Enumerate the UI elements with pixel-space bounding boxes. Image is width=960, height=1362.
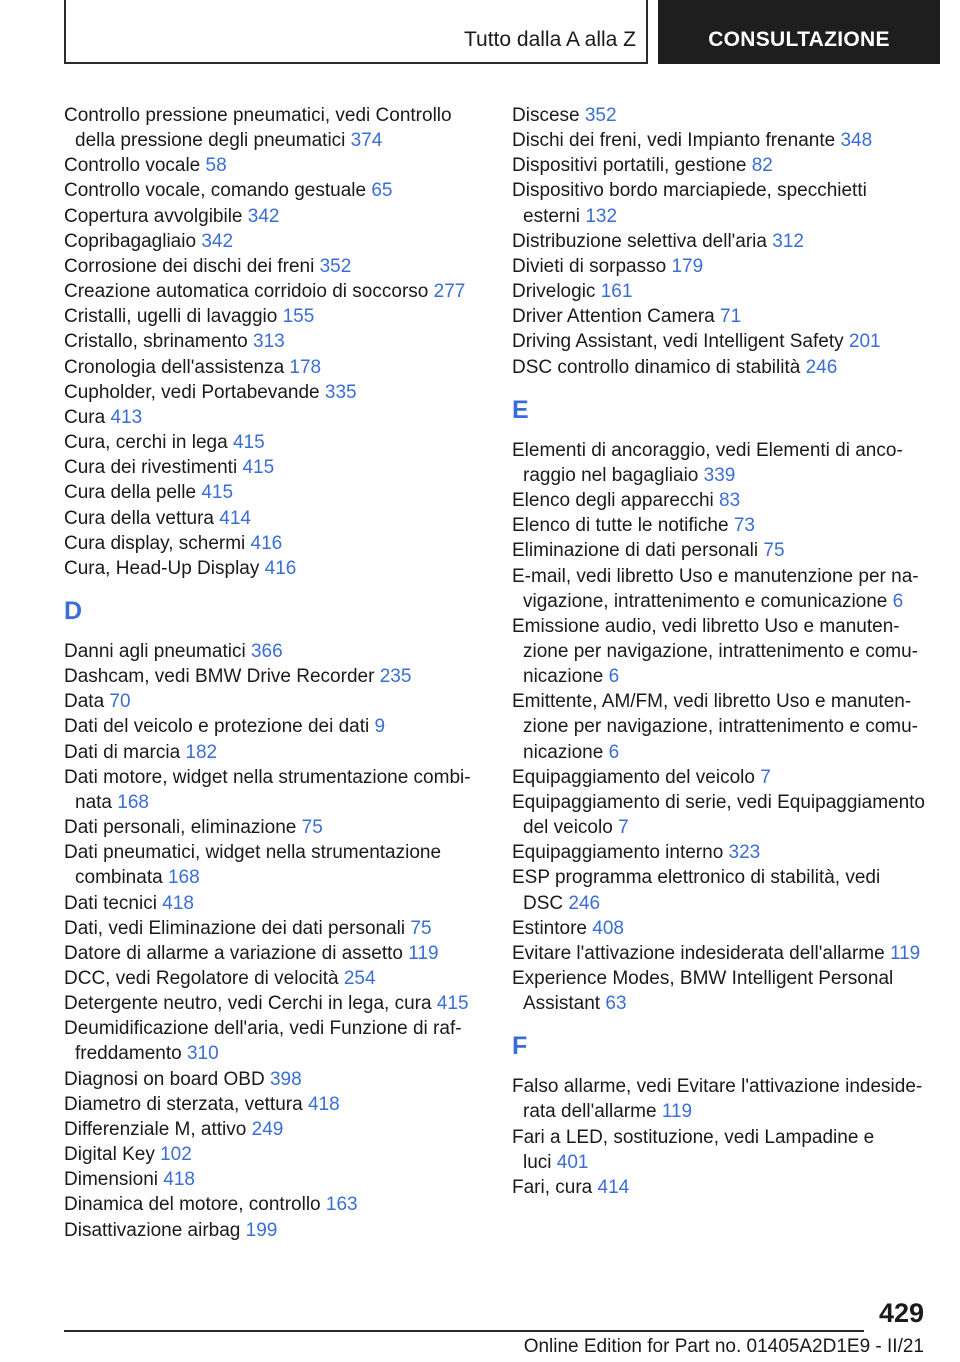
index-entry-text: Dispositivi portatili, gestione [512,155,752,177]
index-page-link[interactable]: 418 [162,892,194,914]
index-entry-text: Equipaggiamento del veicolo [512,766,761,788]
index-letter-heading: F [512,1032,528,1061]
index-page-link[interactable]: 416 [264,557,297,579]
index-entry [64,329,484,354]
index-page-link[interactable]: 161 [600,281,633,303]
index-entry-text: Cura, Head-Up Display [64,557,265,579]
index-page-link[interactable]: 398 [269,1068,302,1090]
index-entry-text: Emissione audio, vedi libretto Uso e manuten- zione per navigazione, intrattenimento e comu- nicazione [512,615,919,688]
index-page-link[interactable]: 246 [568,892,601,914]
index-entry-text: Copribagagliaio [64,230,202,252]
index-page-link[interactable]: 339 [703,464,736,486]
index-entry [64,765,484,815]
index-page-link[interactable]: 415 [436,993,469,1015]
index-entry-text: Equipaggiamento di serie, vedi Equipaggiamento del veicolo [512,791,925,839]
index-entry-text: Copertura avvolgibile [64,205,248,227]
index-entry [512,229,932,254]
index-page-link[interactable]: 414 [597,1176,630,1198]
index-page-link[interactable]: 83 [719,490,741,512]
index-entry-text: Data [64,691,110,713]
index-entry [64,740,484,765]
index-entry [64,1016,484,1066]
index-page-link[interactable]: 7 [760,766,771,788]
index-entry [64,991,484,1016]
index-entry-text: Dati personali, eliminazione [64,817,302,839]
index-page-link[interactable]: 348 [840,130,873,152]
index-entry-text: Evitare l'attivazione indesiderata dell'allarme [512,942,890,964]
index-entry [64,279,484,304]
index-entry [64,531,484,556]
index-page-link[interactable]: 6 [892,590,904,612]
index-entry [512,614,932,689]
index-page-link[interactable]: 201 [848,331,881,353]
index-page-link[interactable]: 119 [661,1101,693,1123]
index-entry [64,455,484,480]
index-entry-text: Equipaggiamento interno [512,842,729,864]
index-entry [512,488,932,513]
index-page-link[interactable]: 313 [253,331,285,353]
index-page-link[interactable]: 416 [250,532,283,554]
index-entry-text: Divieti di sorpasso [512,255,672,277]
index-page-link[interactable]: 323 [728,842,761,864]
index-page-link[interactable]: 119 [408,942,439,964]
index-entry-text: Drivelogic [512,281,601,303]
index-entry [64,1192,484,1217]
index-entry [64,304,484,329]
index-entry [512,438,932,488]
index-entry-text: Controllo vocale [64,155,206,177]
index-entry-text: Cura [64,406,111,428]
index-page-link[interactable]: 374 [350,130,383,152]
index-page-link[interactable]: 310 [186,1043,219,1065]
index-entry-text: Cura della pelle [64,482,202,504]
index-entry [64,891,484,916]
index-page-link[interactable]: 335 [324,381,357,403]
index-entry [512,1175,932,1200]
index-entry [64,639,484,664]
index-entry [512,153,932,178]
index-page-link[interactable]: 342 [201,230,234,252]
index-entry [64,178,484,203]
index-page-link[interactable]: 178 [289,356,322,378]
index-entry-text: E-mail, vedi libretto Uso e manutenzione per na- vigazione, intrattenimento e comunicazione [512,565,919,612]
index-entry [64,1218,484,1243]
index-entry [64,1117,484,1142]
index-page-link[interactable]: 163 [325,1194,358,1216]
index-page-link[interactable]: 7 [618,817,629,839]
index-entry [64,355,484,380]
index-entry-text: Dati tecnici [64,892,163,914]
index-page-link[interactable]: 312 [772,230,804,252]
index-entry-text: Dati, vedi Eliminazione dei dati personali [64,917,411,939]
index-entry [512,538,932,563]
index-entry [512,790,932,840]
index-page-link[interactable]: 65 [371,180,393,202]
index-letter-heading: E [512,395,529,424]
index-entry [64,380,484,405]
index-page-link[interactable]: 75 [301,817,323,839]
index-entry-text: Danni agli pneumatici [64,640,251,662]
index-page-link[interactable]: 168 [167,867,200,889]
index-entry-text: Cristalli, ugelli di lavaggio [64,306,283,328]
index-entry-text: ESP programma elettronico di stabilità, vedi DSC [512,867,881,914]
index-entry [512,966,932,1016]
index-page-link[interactable]: 75 [763,540,785,562]
index-entry-text: DCC, vedi Regolatore di velocità [64,968,344,989]
index-entry-text: Disattivazione airbag [64,1219,246,1241]
index-entry [64,689,484,714]
index-entry-text: Cura, cerchi in lega [64,432,233,454]
index-page-link[interactable]: 418 [163,1169,195,1191]
index-entry-text: Datore di allarme a variazione di assetto [64,942,409,964]
index-entry-text: Cura dei rivestimenti [64,457,243,479]
index-entry [64,430,484,455]
index-entry [512,916,932,941]
index-page-link[interactable]: 415 [242,457,275,479]
index-entry-text: Cronologia dell'assistenza [64,356,290,378]
index-entry [64,840,484,890]
index-entry [64,506,484,531]
index-entry [64,815,484,840]
index-page-link[interactable]: 199 [245,1219,278,1241]
index-page-link[interactable]: 342 [247,205,280,227]
index-page-link[interactable]: 179 [671,255,704,277]
index-entry-text: Dimensioni [64,1169,164,1191]
index-entry-text: Distribuzione selettiva dell'aria [512,230,773,252]
index-entry [512,103,932,128]
index-entry [512,941,932,966]
footer-edition: Online Edition for Part no. 01405A2D1E9 - II/21 [523,1336,924,1357]
index-entry [512,128,932,153]
index-page-link[interactable]: 63 [605,993,627,1015]
index-entry-text: Dati di marcia [64,741,186,763]
index-entry-text: Eliminazione di dati personali [512,540,764,562]
index-entry [512,689,932,764]
index-entry-text: Dati motore, widget nella strumentazione combi- nata [64,766,471,813]
index-entry [512,865,932,915]
index-entry-text: Cupholder, vedi Portabevande [64,381,325,403]
index-column-right [512,103,932,1200]
index-entry [512,1074,932,1124]
index-entry-text: Fari, cura [512,1176,598,1198]
index-entry-text: Dashcam, vedi BMW Drive Recorder [64,666,380,688]
index-entry [512,329,932,354]
index-page-link[interactable]: 82 [751,155,773,177]
index-entry-text: Cristallo, sbrinamento [64,331,254,353]
index-page-link[interactable]: 246 [805,356,838,378]
index-page-link[interactable]: 71 [720,306,742,328]
index-page-link[interactable]: 408 [592,917,624,939]
index-entry-text: Fari a LED, sostituzione, vedi Lampadine e luci [512,1126,875,1173]
index-entry [64,405,484,430]
index-page-link[interactable]: 415 [201,482,234,504]
index-page-link[interactable]: 254 [343,968,376,989]
index-entry [64,1142,484,1167]
index-entry [512,178,932,228]
index-entry [64,254,484,279]
footer-rule [64,1330,864,1332]
index-entry [64,916,484,941]
index-entry-text: Cura della vettura [64,507,220,529]
index-page-link[interactable]: 132 [585,205,618,227]
index-entry [512,513,932,538]
index-page-link[interactable]: 277 [433,281,466,303]
index-page-link[interactable]: 415 [232,432,265,454]
index-entry-text: Digital Key [64,1144,161,1166]
index-entry [512,254,932,279]
index-entry [64,556,484,581]
index-entry [64,204,484,229]
index-page-link[interactable]: 102 [160,1144,192,1166]
index-entry [512,304,932,329]
index-page-link[interactable]: 418 [307,1093,340,1115]
index-entry-text: Detergente neutro, vedi Cerchi in lega, cura [64,993,437,1015]
index-entry [64,229,484,254]
index-entry-text: Discese [512,105,585,126]
index-entry-text: Differenziale M, attivo [64,1118,252,1140]
index-entry-text: Dati del veicolo e protezione dei dati [64,716,375,738]
index-entry [64,966,484,991]
index-entry-text: Dischi dei freni, vedi Impianto frenante [512,130,841,152]
index-entry [64,480,484,505]
index-entry [512,355,932,380]
index-page-link[interactable]: 155 [282,306,315,328]
index-page-link[interactable]: 6 [608,666,620,688]
index-page-link[interactable]: 414 [219,507,251,529]
index-entry-text: DSC controllo dinamico di stabilità [512,356,806,378]
index-page-link[interactable]: 119 [889,942,921,964]
index-page-link[interactable]: 58 [205,155,227,177]
index-entry-text: Dinamica del motore, controllo [64,1194,326,1216]
index-entry-text: Driving Assistant, vedi Intelligent Safety [512,331,849,353]
index-entry-text: Experience Modes, BMW Intelligent Personal Assistant [512,968,894,1015]
index-page-link[interactable]: 182 [185,741,218,763]
index-entry-text: Emittente, AM/FM, vedi libretto Uso e manuten- zione per navigazione, intrattenimento e comu- nicazione [512,691,919,763]
index-page-link[interactable]: 6 [608,741,620,763]
index-column-left [64,103,484,1243]
index-page-link[interactable]: 352 [319,255,352,277]
index-entry-text: Falso allarme, vedi Evitare l'attivazione indeside- rata dell'allarme [512,1076,923,1123]
index-page-link[interactable]: 249 [251,1118,284,1140]
index-page-link[interactable]: 366 [250,640,283,662]
index-page-link[interactable]: 73 [733,515,755,537]
index-entry-text: Creazione automatica corridoio di soccorso [64,281,434,303]
index-page-link[interactable]: 352 [584,105,617,126]
index-entry [64,664,484,689]
page-number: 429 [878,1298,924,1328]
index-entry [512,840,932,865]
index-page-link[interactable]: 235 [379,666,412,688]
header-chapter-tab: CONSULTAZIONE [658,0,940,64]
index-entry-text: Controllo pressione pneumatici, vedi Controllo della pressione degli pneumatici [64,105,452,152]
index-entry [512,279,932,304]
index-entry-text: Cura display, schermi [64,532,251,554]
index-entry-text: Elenco di tutte le notifiche [512,515,734,537]
index-entry [512,1125,932,1175]
index-entry [64,714,484,739]
index-page-link[interactable]: 168 [117,791,149,813]
index-entry [64,1167,484,1192]
index-entry-text: Estintore [512,917,593,939]
index-entry [64,103,484,153]
index-entry-text: Elementi di ancoraggio, vedi Elementi di anco- raggio nel bagagliaio [512,439,903,486]
index-entry-text: Diagnosi on board OBD [64,1068,270,1090]
index-entry-text: Dati pneumatici, widget nella strumentazione combinata [64,842,442,889]
index-entry-text: Corrosione dei dischi dei freni [64,255,320,277]
index-page-link[interactable]: 401 [556,1151,589,1173]
index-entry-text: Elenco degli apparecchi [512,490,720,512]
index-entry [64,153,484,178]
index-page-link[interactable]: 9 [374,716,386,738]
index-entry-text: Controllo vocale, comando gestuale [64,180,372,202]
index-entry-text: Driver Attention Camera [512,306,721,328]
index-entry [512,765,932,790]
index-letter-heading: D [64,596,83,625]
index-entry-text: Dispositivo bordo marciapiede, specchietti esterni [512,180,867,227]
index-entry [64,1067,484,1092]
header-section-title: Tutto dalla A alla Z [464,28,636,51]
index-entry [64,1092,484,1117]
index-entry-text: Diametro di sterzata, vettura [64,1093,308,1115]
index-entry [512,564,932,614]
index-entry-text: Deumidificazione dell'aria, vedi Funzione di raf- freddamento [64,1018,462,1065]
index-page-link[interactable]: 75 [410,917,432,939]
index-page-link[interactable]: 70 [109,691,131,713]
index-entry [64,941,484,966]
index-page-link[interactable]: 413 [110,406,143,428]
